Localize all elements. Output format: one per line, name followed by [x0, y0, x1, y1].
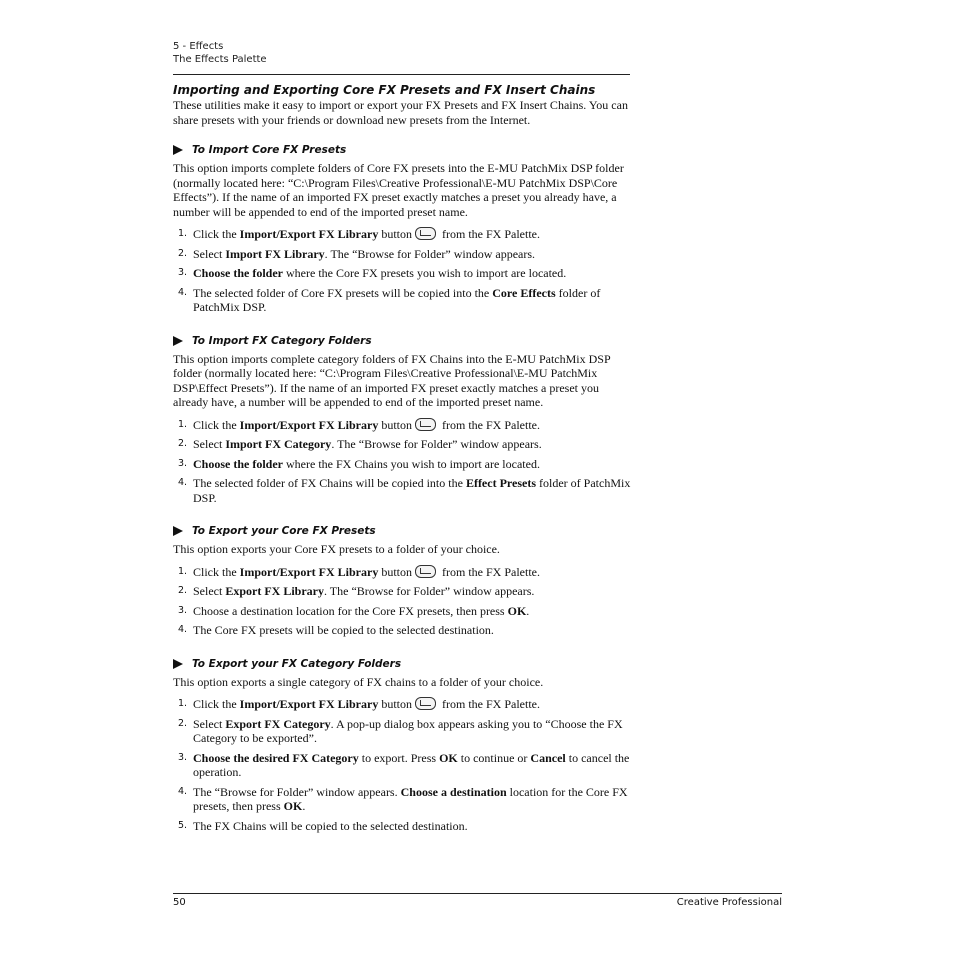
- list-item: 4. The selected folder of Core FX presets will be copied into the Core Effects folder of PatchMix DSP.: [178, 285, 601, 314]
- intro-paragraph: These utilities make it easy to import or export your FX Presets and FX Insert Chains. You can share presets with your friends or download new presets from the Internet.: [173, 98, 628, 127]
- step-list: [173, 227, 631, 315]
- list-item: 3. Choose the folder where the Core FX presets you wish to import are located.: [178, 266, 567, 280]
- import-export-fx-library-icon: [415, 227, 436, 240]
- list-item: 1. Click the Import/Export FX Library button from the FX Palette.: [178, 564, 540, 579]
- list-item: 1. Click the Import/Export FX Library button from the FX Palette.: [178, 227, 540, 241]
- step-list: [173, 565, 631, 638]
- list-item: 4. The selected folder of FX Chains will be copied into the Effect Presets folder of PatchMix DSP.: [178, 476, 631, 505]
- list-item: 2. Select Export FX Library. The “Browse for Folder” window appears.: [178, 584, 535, 598]
- list-item: 3. Choose a destination location for the Core FX presets, then press OK.: [178, 603, 530, 618]
- import-export-fx-library-icon: [415, 697, 436, 710]
- page-number: 50: [173, 897, 186, 908]
- section-description: This option exports a single category of FX chains to a folder of your choice.: [173, 674, 544, 689]
- list-item: 5. The FX Chains will be copied to the selected destination.: [178, 818, 468, 833]
- running-header-section: The Effects Palette: [173, 54, 267, 65]
- section-heading: To Import FX Category Folders: [173, 334, 631, 348]
- import-export-fx-library-icon: [415, 565, 436, 578]
- arrow-icon: [173, 336, 183, 346]
- arrow-icon: [173, 145, 183, 155]
- arrow-icon: [173, 659, 183, 669]
- section-description: This option imports complete category folders of FX Chains into the E-MU PatchMix DSP folder (normally located here: “C:\Program Files\Creative Professional\E-MU PatchMix DSP\Effect Presets”). If the name of an imported FX preset exactly matches a preset you already have, a number will be appended to end of the imported preset name.: [173, 351, 611, 409]
- footer-publisher: Creative Professional: [676, 897, 782, 908]
- section-description: This option exports your Core FX presets to a folder of your choice.: [173, 542, 500, 556]
- section-heading: To Export your Core FX Presets: [173, 524, 631, 538]
- header-rule: [173, 74, 630, 75]
- running-header-chapter: 5 - Effects: [173, 41, 224, 52]
- import-export-fx-library-icon: [415, 418, 436, 431]
- section-heading: To Import Core FX Presets: [173, 143, 631, 157]
- list-item: 3. Choose the folder where the FX Chains you wish to import are located.: [178, 456, 540, 471]
- list-item: 2. Select Import FX Library. The “Browse for Folder” window appears.: [178, 246, 536, 261]
- list-item: 2. Select Import FX Category. The “Browse for Folder” window appears.: [178, 437, 542, 451]
- list-item: 4. The Core FX presets will be copied to the selected destination.: [178, 623, 494, 637]
- step-list: [173, 418, 631, 506]
- list-item: 2. Select Export FX Category. A pop-up dialog box appears asking you to “Choose the FX Category to be exported”.: [178, 716, 623, 745]
- list-item: 3. Choose the desired FX Category to export. Press OK to continue or Cancel to cancel the operation.: [178, 750, 630, 779]
- page-title: Importing and Exporting Core FX Presets and FX Insert Chains: [173, 83, 596, 97]
- footer-rule: [173, 893, 782, 894]
- list-item: 1. Click the Import/Export FX Library button from the FX Palette.: [178, 417, 540, 432]
- arrow-icon: [173, 526, 183, 536]
- step-list: [173, 697, 631, 833]
- section-heading: To Export your FX Category Folders: [173, 657, 631, 671]
- list-item: 4. The “Browse for Folder” window appears. Choose a destination location for the Core FX presets, then press OK.: [178, 784, 628, 813]
- page-body: [173, 82, 631, 833]
- list-item: 1. Click the Import/Export FX Library button from the FX Palette.: [178, 697, 540, 711]
- section-description: This option imports complete folders of Core FX presets into the E-MU PatchMix DSP folder (normally located here: “C:\Program Files\Creative Professional\E-MU PatchMix DSP\Core Effects”). If the name of an imported FX preset exactly matches a preset you already have, a number will be appended to end of the imported preset name.: [173, 161, 624, 219]
